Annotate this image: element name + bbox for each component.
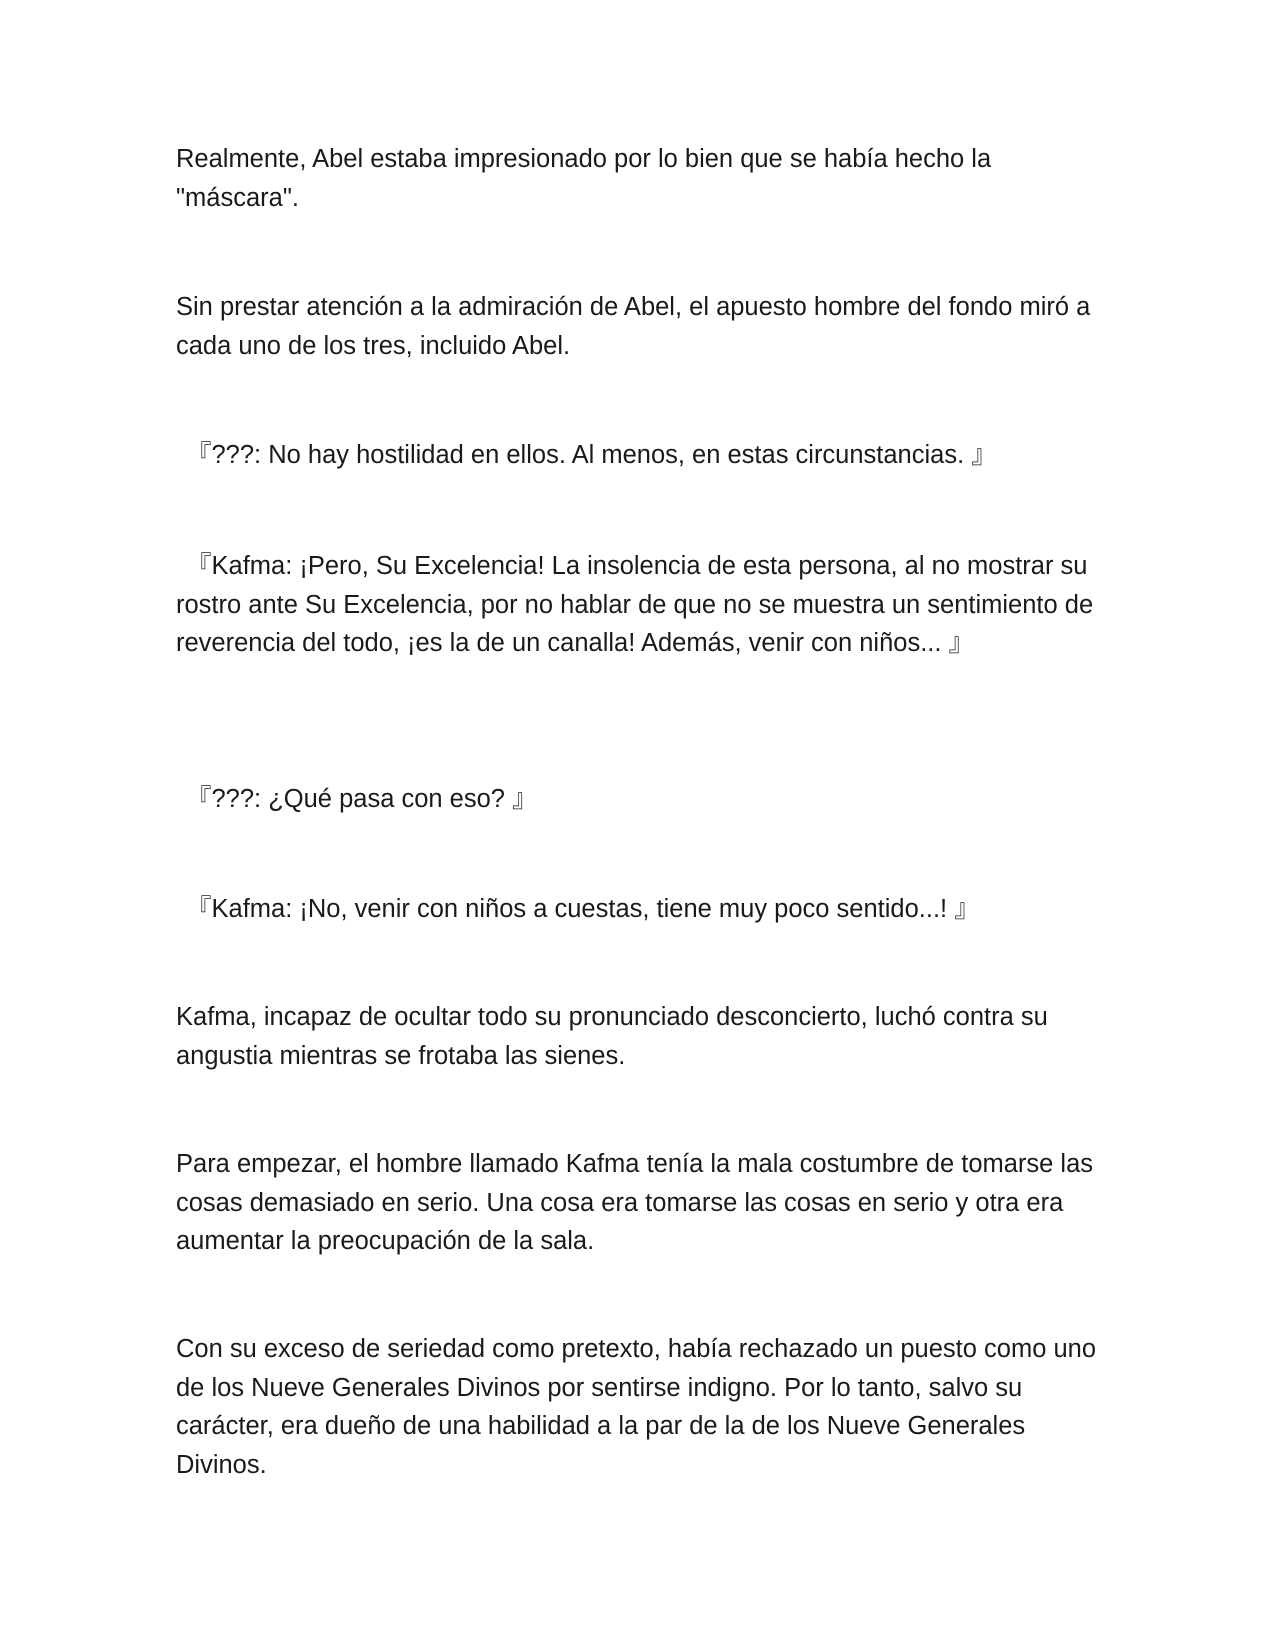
paragraph-5: Con su exceso de seriedad como pretexto, había rechazado un puesto como uno de los Nueve Generales Divinos por sentirse indigno. Por lo tanto, salvo su carácter, era dueño de una habilidad a la par de la de los Nueve Generales Divinos. — [176, 1335, 1097, 1479]
paragraph-2: Sin prestar atención a la admiración de Abel, el apuesto hombre del fondo miró a cada uno de los tres, incluido Abel. — [176, 293, 1091, 360]
paragraph-4: Para empezar, el hombre llamado Kafma tenía la mala costumbre de tomarse las cosas demasiado en serio. Una cosa era tomarse las cosas en serio y otra era aumentar la preocupación de la sala. — [176, 1150, 1094, 1255]
dialogue-1: 『???: No hay hostilidad en ellos. Al menos, en estas circunstancias. 』 — [186, 441, 997, 469]
paragraph-3: Kafma, incapaz de ocultar todo su pronunciado desconcierto, luchó contra su angustia mientras se frotaba las sienes. — [176, 1003, 1048, 1070]
dialogue-3: 『???: ¿Qué pasa con eso? 』 — [186, 785, 538, 813]
dialogue-2: 『Kafma: ¡Pero, Su Excelencia! La insolencia de esta persona, al no mostrar su rostro ante Su Excelencia, por no hablar de que no se muestra un sentimiento de reverencia del todo, ¡es la de un canalla! Además, venir con niños... 』 — [176, 552, 1094, 657]
paragraph-1: Realmente, Abel estaba impresionado por lo bien que se había hecho la "máscara". — [176, 145, 992, 212]
dialogue-4: 『Kafma: ¡No, venir con niños a cuestas, tiene muy poco sentido...! 』 — [186, 895, 980, 923]
